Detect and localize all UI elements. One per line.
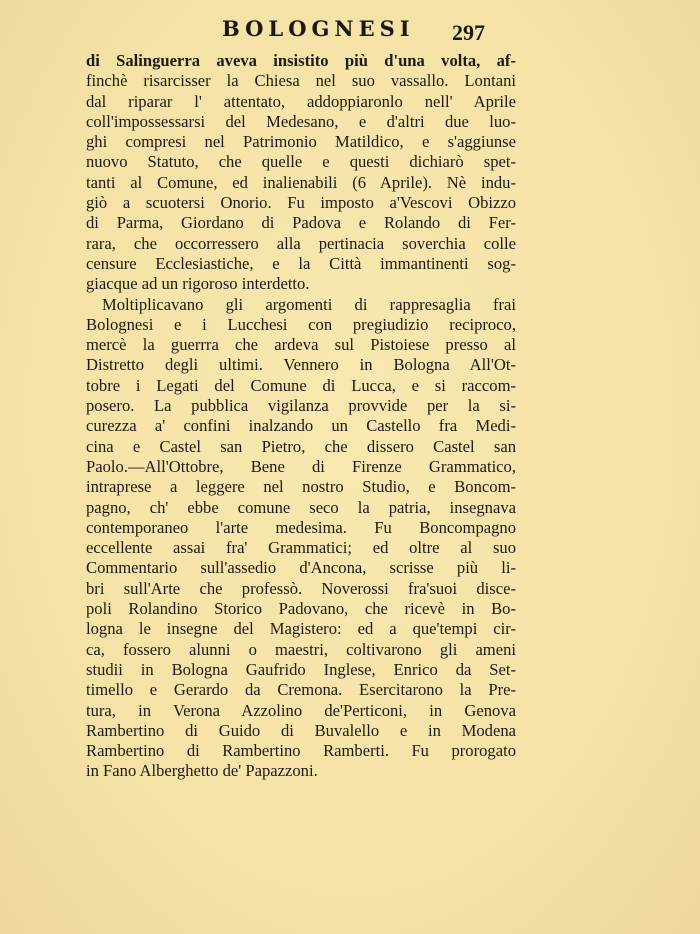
text-line: Rambertino di Guido di Buvalello e in Modena	[86, 720, 516, 740]
text-line: nuovo Statuto, che quelle e questi dichiarò spet-	[86, 152, 516, 172]
paragraph	[86, 51, 516, 295]
text-line: giacque ad un rigoroso interdetto.	[86, 274, 310, 294]
text-line: tura, in Verona Azzolino de'Perticoni, in Genova	[86, 700, 516, 720]
text-line: Moltiplicavano gli argomenti di rappresaglia frai	[102, 294, 516, 314]
text-line: tanti al Comune, ed inalienabili (6 Aprile). Nè indu-	[86, 172, 516, 192]
text-line: Commentario sull'assedio d'Ancona, scrisse più li-	[86, 558, 516, 578]
text-line: di Salinguerra aveva insistito più d'una volta, af-	[86, 51, 516, 70]
text-line: studii in Bologna Gaufrido Inglese, Enrico da Set-	[86, 659, 516, 679]
text-line: cina e Castel san Pietro, che dissero Castel san	[86, 436, 516, 456]
text-line: timello e Gerardo da Cremona. Esercitarono la Pre-	[86, 680, 516, 700]
body-text	[86, 51, 516, 782]
text-line: mercè la guerrra che ardeva sul Pistoiese presso al	[86, 335, 516, 355]
text-line: in Fano Alberghetto de' Papazzoni.	[86, 761, 318, 781]
text-line: censure Ecclesiastiche, e la Città immantinenti sog-	[86, 253, 516, 273]
text-line: pagno, ch' ebbe comune seco la patria, insegnava	[86, 497, 516, 517]
text-line: di Parma, Giordano di Padova e Rolando di Fer-	[86, 213, 516, 233]
text-line: giò a scuotersi Onorio. Fu imposto a'Vescovi Obizzo	[86, 193, 516, 213]
text-line: curezza a' confini inalzando un Castello fra Medi-	[86, 416, 516, 436]
text-line: Distretto degli ultimi. Vennero in Bologna All'Ot-	[86, 355, 516, 375]
text-line: rara, che occorressero alla pertinacia soverchia colle	[86, 233, 516, 253]
text-line: bri sull'Arte che professò. Noverossi fra'suoi disce-	[86, 578, 516, 598]
paragraph	[86, 295, 516, 782]
text-line: dal riparar l' attentato, addoppiaronlo nell' Aprile	[86, 91, 516, 111]
page-number: 297	[452, 20, 485, 45]
text-line: intraprese a leggere nel nostro Studio, e Boncom-	[86, 477, 516, 497]
text-line: finchè risarcisser la Chiesa nel suo vassallo. Lontani	[86, 71, 516, 91]
text-line: ca, fossero alunni o maestri, coltivarono gli ameni	[86, 639, 516, 659]
text-line: eccellente assai fra' Grammatici; ed oltre al suo	[86, 538, 516, 558]
text-line: coll'impossessarsi del Medesano, e d'altri due luo-	[86, 111, 516, 131]
running-head	[0, 14, 700, 46]
text-line: ghi compresi nel Patrimonio Matildico, e s'aggiunse	[86, 132, 516, 152]
running-title: BOLOGNESI	[222, 16, 415, 41]
text-line: tobre i Legati del Comune di Lucca, e si raccom-	[86, 375, 516, 395]
text-line: Bolognesi e i Lucchesi con pregiudizio reciproco,	[86, 314, 516, 334]
text-line: Rambertino di Rambertino Ramberti. Fu prorogato	[86, 741, 516, 761]
text-line: Paolo.—All'Ottobre, Bene di Firenze Grammatico,	[86, 456, 516, 476]
text-line: posero. La pubblica vigilanza provvide per la si-	[86, 396, 516, 416]
text-line: logna le insegne del Magistero: ed a que'tempi cir-	[86, 619, 516, 639]
text-line: poli Rolandino Storico Padovano, che ricevè in Bo-	[86, 599, 516, 619]
text-line: contemporaneo l'arte medesima. Fu Boncompagno	[86, 517, 516, 537]
